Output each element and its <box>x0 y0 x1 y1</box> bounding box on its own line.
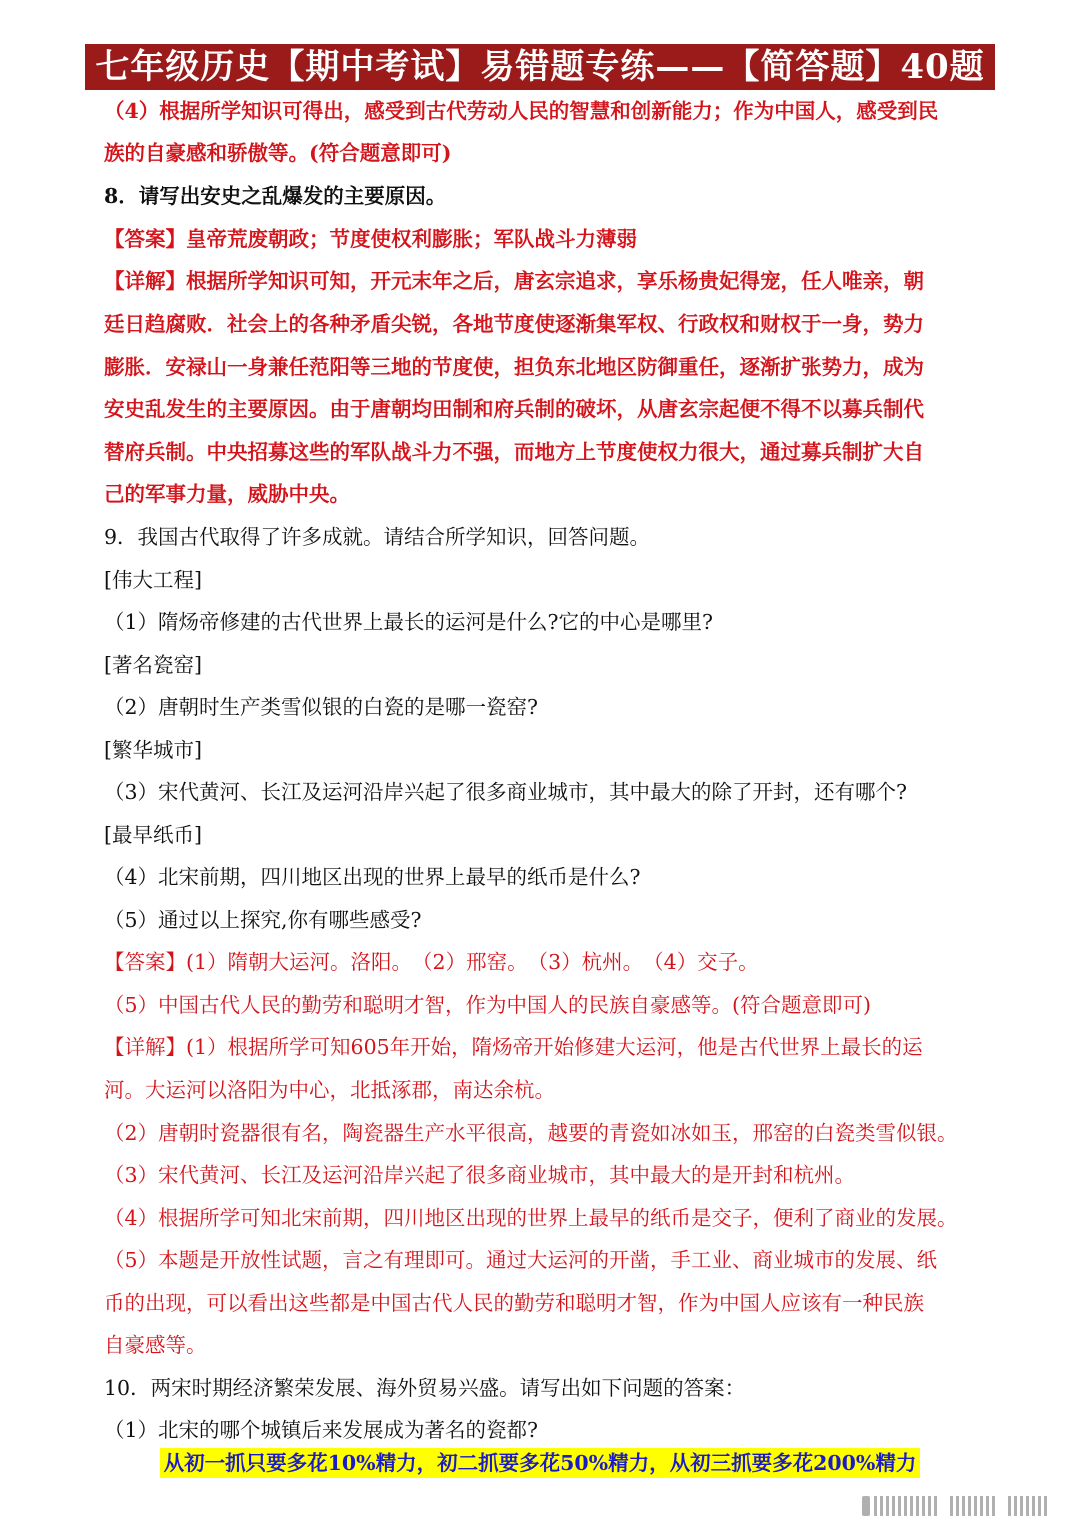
title-bar <box>0 44 1080 90</box>
watermark-bars-icon <box>862 1492 1062 1518</box>
sub-question: （1）北宋的哪个城镇后来发展成为著名的瓷都? <box>104 1418 539 1442</box>
page-title: 七年级历史【期中考试】易错题专练——【简答题】40题 <box>85 44 994 90</box>
sub-question: （4）北宋前期，四川地区出现的世界上最早的纸币是什么? <box>104 865 641 889</box>
answer-line: 【答案】皇帝荒废朝政；节度使权利膨胀；军队战斗力薄弱 <box>104 227 637 251</box>
text-line: 替府兵制。中央招募这些的军队战斗力不强，而地方上节度使权力很大，通过募兵制扩大自 <box>104 440 924 464</box>
question-10: 10．两宋时期经济繁荣发展、海外贸易兴盛。请写出如下问题的答案： <box>104 1376 746 1400</box>
question-8: 8．请写出安史之乱爆发的主要原因。 <box>104 184 447 208</box>
text-line: 自豪感等。 <box>104 1333 207 1357</box>
text-line: 廷日趋腐败．社会上的各种矛盾尖锐，各地节度使逐渐集军权、行政权和财权于一身，势力 <box>104 312 924 336</box>
text-line: （3）宋代黄河、长江及运河沿岸兴起了很多商业城市，其中最大的是开封和杭州。 <box>104 1163 856 1187</box>
section-heading: [伟大工程] <box>104 568 202 592</box>
text-line: 河。大运河以洛阳为中心，北抵涿郡，南达余杭。 <box>104 1078 555 1102</box>
text-line: （2）唐朝时瓷器很有名，陶瓷器生产水平很高，越要的青瓷如冰如玉，邢窑的白瓷类雪似银。 <box>104 1121 958 1145</box>
text-line: （4）根据所学知识可得出，感受到古代劳动人民的智慧和创新能力；作为中国人，感受到民 <box>104 99 939 123</box>
section-heading: [著名瓷窑] <box>104 653 202 677</box>
sub-question: （5）通过以上探究,你有哪些感受? <box>104 908 422 932</box>
text-line: 己的军事力量，威胁中央。 <box>104 482 350 506</box>
answer-line: 【答案】(1）隋朝大运河。洛阳。 （2）邢窑。 （3）杭州。 （4）交子。 <box>104 950 759 974</box>
text-line: （5）本题是开放性试题，言之有理即可。通过大运河的开凿，手工业、商业城市的发展、纸 <box>104 1248 938 1272</box>
question-9: 9．我国古代取得了许多成就。请结合所学知识，回答问题。 <box>104 525 651 549</box>
text-line: 【详解】(1）根据所学可知605年开始，隋炀帝开始修建大运河，他是古代世界上最长的运 <box>104 1035 923 1059</box>
text-line: （5）中国古代人民的勤劳和聪明才智，作为中国人的民族自豪感等。(符合题意即可) <box>104 993 872 1017</box>
text-line: 安史乱发生的主要原因。由于唐朝均田制和府兵制的破坏，从唐玄宗起便不得不以募兵制代 <box>104 397 924 421</box>
section-heading: [繁华城市] <box>104 738 202 762</box>
text-line: 膨胀．安禄山一身兼任范阳等三地的节度使，担负东北地区防御重任，逐渐扩张势力，成为 <box>104 355 924 379</box>
sub-question: （3）宋代黄河、长江及运河沿岸兴起了很多商业城市，其中最大的除了开封，还有哪个? <box>104 780 908 804</box>
section-heading: [最早纸币] <box>104 823 202 847</box>
sub-question: （2）唐朝时生产类雪似银的白瓷的是哪一瓷窑? <box>104 695 539 719</box>
text-line: （4）根据所学可知北宋前期，四川地区出现的世界上最早的纸币是交子，便利了商业的发展。 <box>104 1206 958 1230</box>
text-line: 币的出现，可以看出这些都是中国古代人民的勤劳和聪明才智，作为中国人应该有一种民族 <box>104 1291 924 1315</box>
sub-question: （1）隋炀帝修建的古代世界上最长的运河是什么?它的中心是哪里? <box>104 610 714 634</box>
watermark-icons <box>862 1492 1062 1518</box>
promo-banner-text: 从初一抓只要多花10%精力，初二抓要多花50%精力，从初三抓要多花200%精力 <box>160 1448 921 1478</box>
text-line: 族的自豪感和骄傲等。(符合题意即可) <box>104 141 452 165</box>
text-line: 【详解】根据所学知识可知，开元末年之后，唐玄宗追求，享乐杨贵妃得宠，任人唯亲，朝 <box>104 269 924 293</box>
promo-banner <box>0 1448 1080 1478</box>
